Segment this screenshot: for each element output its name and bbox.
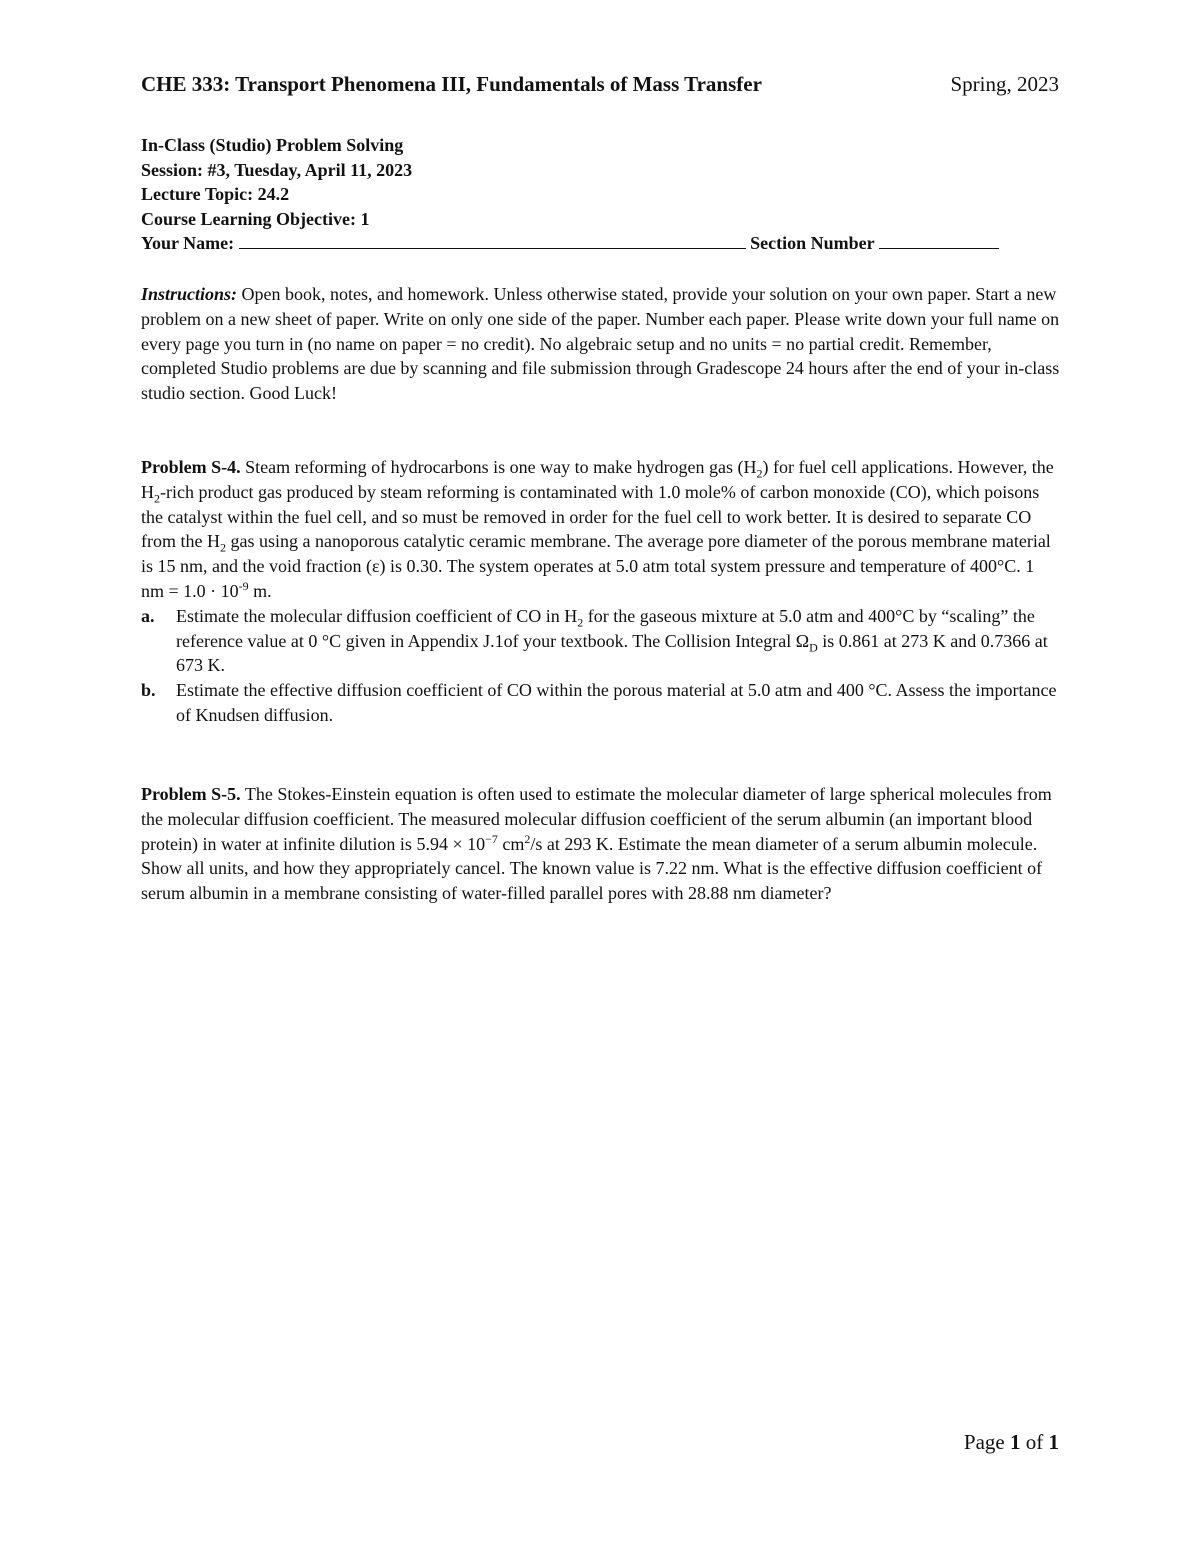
page-header (141, 72, 1059, 97)
problem-s4-part-a (141, 604, 1061, 678)
problem-s4-part-b (141, 678, 1061, 728)
part-b-text: Estimate the effective diffusion coefficient of CO within the porous material at 5.0 atm and 400 °C. Assess the importance of Knudsen diffusion. (176, 680, 1057, 725)
page-number: Page 1 of 1 (963, 1430, 1059, 1454)
problem-s4-label: Problem S-4. (141, 457, 241, 477)
section-number-blank-line[interactable] (879, 232, 999, 249)
session-info (141, 133, 1061, 256)
term-label: Spring, 2023 (950, 72, 1059, 96)
learning-objective: Course Learning Objective: 1 (141, 208, 370, 229)
name-row (141, 231, 1061, 256)
total-pages: 1 (1048, 1430, 1059, 1454)
session-line: Session: #3, Tuesday, April 11, 2023 (141, 159, 413, 180)
problem-s4-statement: Problem S-4. Steam reforming of hydrocarbons is one way to make hydrogen gas $(H_2)$ for fuel cell applications. However, the $H_2$-rich product gas produced by steam reforming is contaminated with 1.0 mole% of carbon monoxide (CO), which poisons the catalyst within the fuel cell, and so must be removed in order for the fuel cell to work better. It is desired to separate CO from the $H_2$ gas using a nanoporous catalytic ceramic membrane. The average pore diameter of the porous membrane material is 15 nm, and the void fraction (ε) is 0.30. The system operates at 5.0 atm total system pressure and temperature of 400°C. 1 nm = $1.0 \cdot 10^{-9}$ m. (141, 457, 1054, 601)
lecture-topic: Lecture Topic: 24.2 (141, 184, 290, 205)
name-label: Your Name: (141, 233, 239, 254)
problem-s5-label: Problem S-5. (141, 784, 241, 804)
course-title: CHE 333: Transport Phenomena III, Fundamentals of Mass Transfer (141, 72, 762, 96)
instructions-label: Instructions: (141, 284, 238, 304)
instructions-block (141, 282, 1061, 406)
current-page: 1 (1010, 1430, 1021, 1454)
name-blank-line[interactable] (239, 232, 746, 249)
problem-s4 (141, 455, 1061, 728)
section-number-label: Section Number (745, 233, 879, 254)
problem-s5 (141, 782, 1061, 906)
part-a-text: Estimate the molecular diffusion coefficient of CO in $H_2$ for the gaseous mixture at 5.0 atm and 400°C by “scaling” the reference value at 0 °C given in Appendix J.1of your textbook. The Collision Integral $\Omega_D$ is 0.861 at 273 K and 0.7366 at 673 K. (176, 605, 1048, 676)
instructions-text: Open book, notes, and homework. Unless otherwise stated, provide your solution on your own paper. Start a new problem on a new sheet of paper. Write on only one side of the paper. Number each paper. Please write down your full name on every page you turn in (no name on paper = no credit). No algebraic setup and no units = no partial credit. Remember, completed Studio problems are due by scanning and file submission through Gradescope 24 hours after the end of your in-class studio section. Good Luck! (141, 284, 1060, 404)
part-a-label: a. (141, 605, 155, 626)
part-b-label: b. (141, 680, 156, 701)
problem-s5-statement: Problem S-5. The Stokes-Einstein equation is often used to estimate the molecular diameter of large spherical molecules from the molecular diffusion coefficient. The measured molecular diffusion coefficient of the serum albumin (an important blood protein) in water at infinite dilution is $5.94 \times 10^{-7}$ $cm^2/s$ at 293 K. Estimate the mean diameter of a serum albumin molecule. Show all units, and how they appropriately cancel. The known value is 7.22 nm. What is the effective diffusion coefficient of serum albumin in a membrane consisting of water-filled parallel pores with 28.88 nm diameter? (141, 784, 1052, 904)
studio-title: In-Class (Studio) Problem Solving (141, 135, 404, 155)
